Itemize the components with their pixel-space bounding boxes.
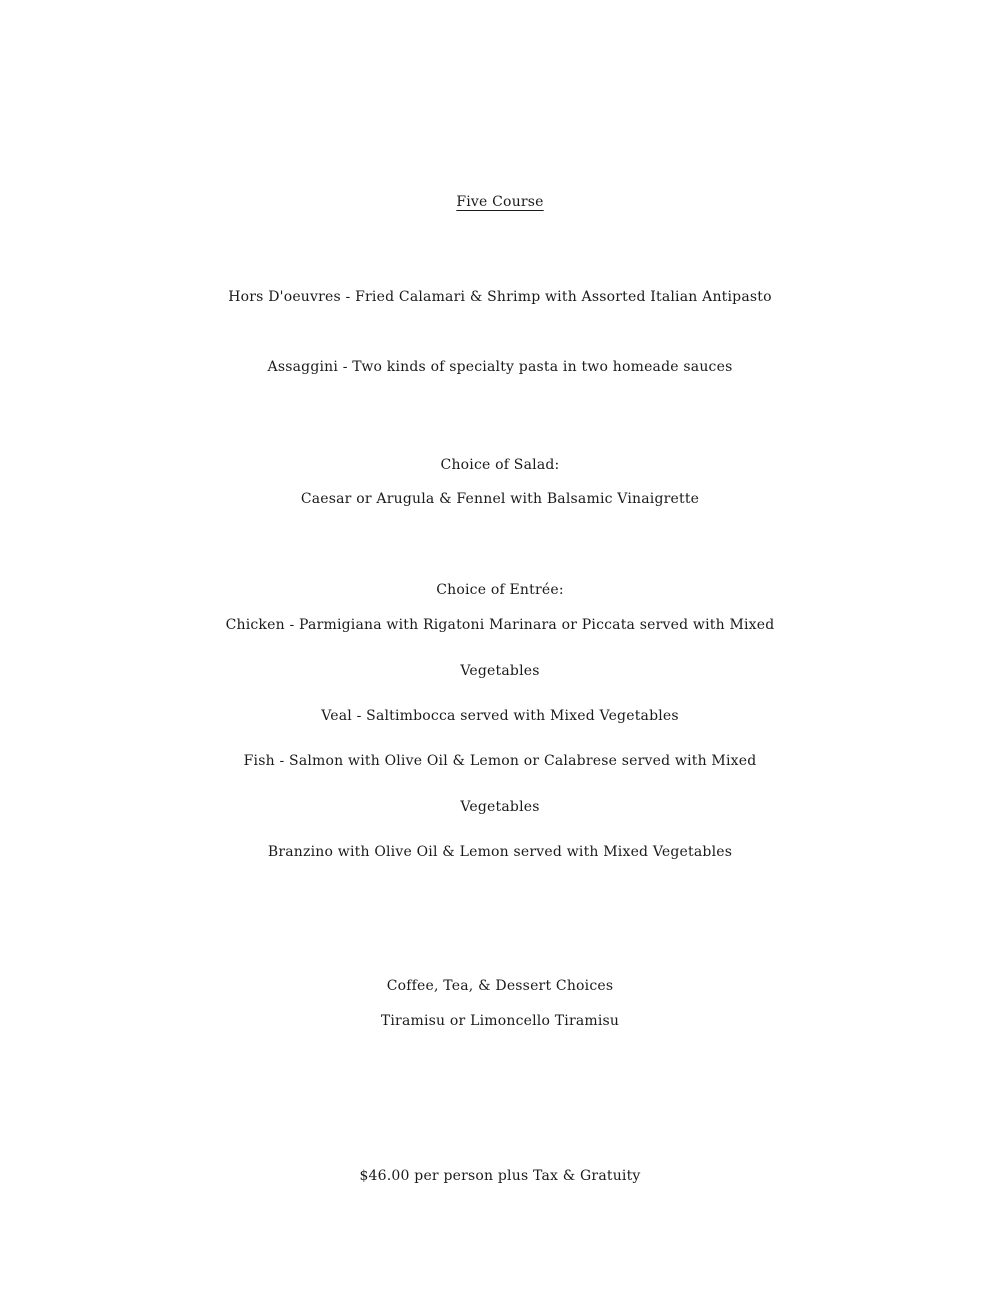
dessert-heading: Coffee, Tea, & Dessert Choices xyxy=(386,978,614,994)
salad-heading: Choice of Salad: xyxy=(440,457,560,473)
hors-doeuvres-course: Hors D'oeuvres - Fried Calamari & Shrimp with Assorted Italian Antipasto xyxy=(228,289,772,305)
dessert-options: Tiramisu or Limoncello Tiramisu xyxy=(380,1013,620,1029)
entree-fish: Fish - Salmon with Olive Oil & Lemon or Calabrese served with Mixed xyxy=(243,753,757,769)
entree-heading: Choice of Entrée: xyxy=(436,582,564,598)
salad-options: Caesar or Arugula & Fennel with Balsamic Vinaigrette xyxy=(300,491,700,507)
price-line: $46.00 per person plus Tax & Gratuity xyxy=(359,1168,641,1184)
entree-veal: Veal - Saltimbocca served with Mixed Vegetables xyxy=(321,708,679,724)
entree-chicken: Chicken - Parmigiana with Rigatoni Marinara or Piccata served with Mixed xyxy=(225,617,775,633)
entree-chicken-continued: Vegetables xyxy=(460,663,540,679)
entree-fish-continued: Vegetables xyxy=(460,799,540,815)
menu-title: Five Course xyxy=(456,194,544,210)
entree-branzino: Branzino with Olive Oil & Lemon served with Mixed Vegetables xyxy=(267,844,733,860)
assaggini-course: Assaggini - Two kinds of specialty pasta in two homeade sauces xyxy=(267,359,733,375)
